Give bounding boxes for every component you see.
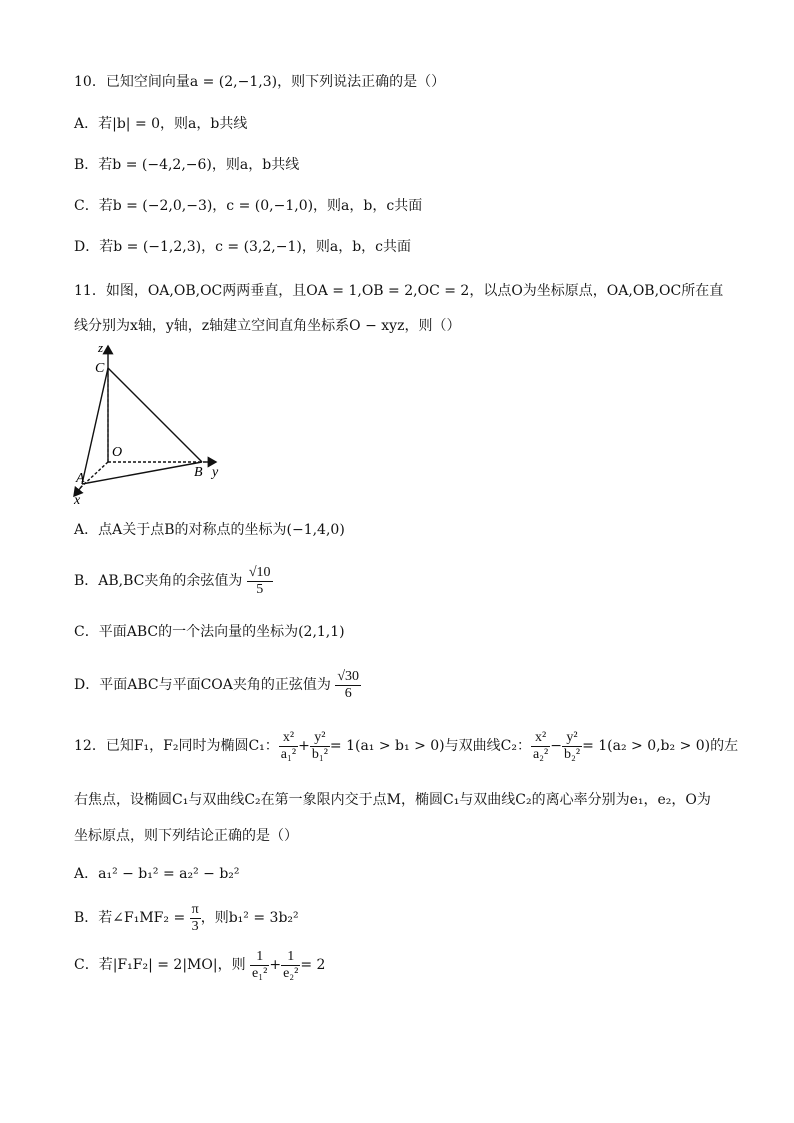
q12-option-a: A．a₁² − b₁² = a₂² − b₂² <box>74 866 240 882</box>
fraction-numerator: 1 <box>250 949 269 966</box>
q11-option-a: A．点A关于点B的对称点的坐标为(−1,4,0) <box>74 522 345 538</box>
q12-option-c <box>74 944 325 986</box>
q12-stem-line1 <box>74 726 738 766</box>
segment-ab <box>82 462 202 484</box>
ellipse-condition: = 1(a₁ > b₁ > 0)与双曲线C₂： <box>329 738 531 754</box>
q12-option-c-tail: = 2 <box>300 957 326 973</box>
fraction-numerator: √10 <box>248 564 271 580</box>
fraction-denominator: 5 <box>256 581 264 597</box>
label-o: O <box>112 445 123 460</box>
q12-stem-line2: 右焦点，设椭圆C₁与双曲线C₂在第一象限内交于点M，椭圆C₁与双曲线C₂的离心率分别为e₁，e₂，O为 <box>74 792 711 808</box>
fraction-denominator: b₂² <box>563 746 581 762</box>
coordinate-figure <box>70 338 230 508</box>
plus-sign: + <box>269 957 282 973</box>
fraction-numerator: π <box>191 901 199 917</box>
hyperbola-condition: = 1(a₂ > 0,b₂ > 0)的左 <box>582 738 739 754</box>
q11-option-d-fraction <box>335 669 361 702</box>
q12-stem-a: 12．已知F₁，F₂同时为椭圆C₁： <box>74 738 279 754</box>
fraction-denominator: a₁² <box>280 746 297 762</box>
q12-option-c-fraction-2 <box>281 949 300 982</box>
label-b: B <box>194 465 203 480</box>
q12-option-c-fraction-1 <box>250 949 269 982</box>
q10-option-b: B．若b = (−4,2,−6)，则a，b共线 <box>74 157 300 173</box>
fraction-numerator: x² <box>279 730 298 747</box>
ellipse-y-fraction <box>310 730 330 763</box>
q11-stem-line1: 11．如图，OA,OB,OC两两垂直，且OA = 1,OB = 2,OC = 2，以点O为坐标原点，OA,OB,OC所在直 <box>74 283 724 299</box>
q11-option-b <box>74 562 273 600</box>
q11-stem-line2: 线分别为x轴，y轴，z轴建立空间直角坐标系O − xyz，则（） <box>74 318 461 334</box>
q12-option-b-fraction <box>190 902 201 935</box>
q11-option-d-text: D．平面ABC与平面COA夹角的正弦值为 <box>74 677 331 693</box>
q10-stem: 10．已知空间向量a = (2,−1,3)，则下列说法正确的是（） <box>74 74 446 90</box>
fraction-numerator: 1 <box>281 949 300 966</box>
fraction-numerator: x² <box>531 730 550 747</box>
label-y: y <box>212 465 219 480</box>
segment-ca <box>82 368 108 484</box>
ellipse-x-fraction <box>279 730 298 763</box>
q11-option-d <box>74 666 361 704</box>
fraction-numerator: y² <box>562 730 582 747</box>
minus-sign: − <box>550 738 562 754</box>
label-x: x <box>74 493 81 508</box>
fraction-denominator: e₁² <box>252 965 268 981</box>
q10-option-d: D．若b = (−1,2,3)，c = (3,2,−1)，则a，b，c共面 <box>74 239 411 255</box>
q12-option-b <box>74 898 299 938</box>
fraction-denominator: 6 <box>344 685 352 701</box>
label-z: z <box>98 340 104 355</box>
q12-option-c-text: C．若|F₁F₂| = 2|MO|，则 <box>74 957 246 973</box>
hyperbola-y-fraction <box>562 730 582 763</box>
fraction-denominator: e₂² <box>283 965 299 981</box>
plus-sign: + <box>298 738 310 754</box>
q12-option-b-tail: ，则b₁² = 3b₂² <box>200 910 299 926</box>
fraction-numerator: √30 <box>337 668 360 684</box>
q11-option-b-text: B．AB,BC夹角的余弦值为 <box>74 573 243 589</box>
fraction-denominator: 3 <box>191 918 199 934</box>
fraction-denominator: a₂² <box>532 746 549 762</box>
label-a: A <box>76 471 85 486</box>
label-c: C <box>95 361 105 376</box>
q11-option-b-fraction <box>247 565 273 598</box>
fraction-denominator: b₁² <box>311 746 328 762</box>
q10-option-a: A．若|b| = 0，则a，b共线 <box>74 116 248 132</box>
q10-option-c: C．若b = (−2,0,−3)，c = (0,−1,0)，则a，b，c共面 <box>74 198 423 214</box>
hyperbola-x-fraction <box>531 730 550 763</box>
fraction-numerator: y² <box>310 730 330 747</box>
q12-option-b-text: B．若∠F₁MF₂ = <box>74 910 186 926</box>
q12-stem-line3: 坐标原点，则下列结论正确的是（） <box>74 828 298 844</box>
q11-option-c: C．平面ABC的一个法向量的坐标为(2,1,1) <box>74 624 345 640</box>
